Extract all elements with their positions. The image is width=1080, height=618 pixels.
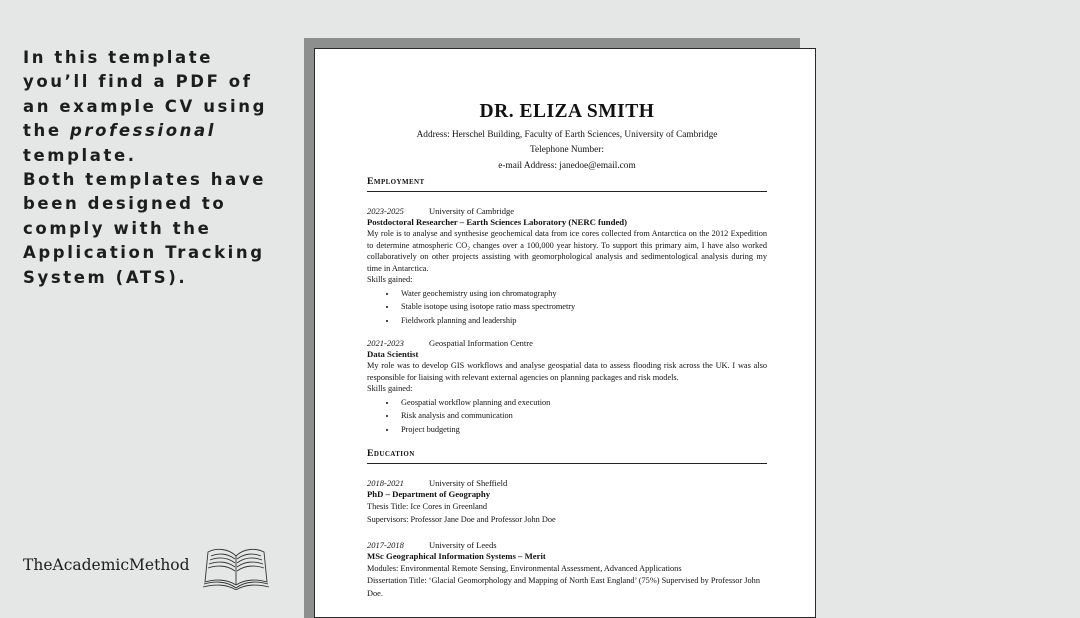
entry-header: [367, 477, 767, 489]
entry-degree: PhD – Department of Geography: [367, 489, 491, 500]
promo-line: Both templates have: [23, 170, 267, 190]
skills-label: Skills gained:: [367, 275, 413, 285]
promo-line-prefix: the: [23, 121, 70, 141]
promo-line: comply with the: [23, 218, 212, 238]
skill-item: • Stable isotope using isotope ratio mass spectrometry: [397, 300, 767, 314]
promo-line: template.: [23, 145, 137, 165]
promo-line: In this template: [23, 48, 214, 67]
entry-detail: Modules: Environmental Remote Sensing, Environmental Assessment, Advanced Applications: [367, 563, 682, 573]
entry-organisation: Geospatial Information Centre: [429, 337, 533, 348]
entry-description: My role was to develop GIS workflows and analyse geospatial data to assess flooding risk across the UK. I was also responsible for liaising with relevant external agencies on planning packages and risk models.: [367, 361, 767, 382]
education-entry: [367, 477, 767, 526]
promo-line: an example CV using: [23, 96, 267, 116]
skills-label: Skills gained:: [367, 384, 413, 394]
section-spacer: [367, 436, 767, 446]
entry-dates: 2021-2023: [367, 337, 404, 348]
open-book-icon: [202, 544, 270, 590]
cv-document: [314, 48, 816, 618]
brand-name: TheAcademicMethod: [23, 556, 190, 574]
skill-item: • Water geochemistry using ion chromatography: [397, 287, 767, 301]
cv-telephone: Telephone Number:: [530, 145, 604, 156]
entry-dates: 2023-2025: [367, 205, 404, 216]
section-education-title: Education: [367, 448, 767, 464]
promo-line: System (ATS).: [23, 267, 188, 287]
employment-entry: [367, 205, 767, 328]
skill-item: • Project budgeting: [397, 423, 767, 437]
entry-header: [367, 337, 767, 349]
entry-organisation: University of Sheffield: [429, 478, 508, 489]
entry-degree: MSc Geographical Information Systems – Merit: [367, 551, 546, 562]
skill-item: • Risk analysis and communication: [397, 409, 767, 423]
skill-item: • Fieldwork planning and leadership: [397, 314, 767, 328]
entry-organisation: University of Leeds: [429, 540, 497, 551]
education-entry: [367, 539, 767, 600]
entry-role: Postdoctoral Researcher – Earth Sciences Laboratory (NERC funded): [367, 216, 628, 227]
cv-address: Address: Herschel Building, Faculty of Earth Sciences, University of Cambridge: [416, 130, 718, 140]
promo-emphasis: professional: [69, 121, 217, 141]
promo-line: you’ll find a PDF of: [23, 72, 253, 92]
entry-detail: Dissertation Title: ‘Glacial Geomorphology and Mapping of North East England’ (75%) Supervised by Professor John Doe.: [367, 576, 760, 598]
cv-name: DR. ELIZA SMITH: [479, 101, 655, 122]
promo-line: [23, 119, 293, 143]
section-employment-title: Employment: [367, 176, 767, 192]
skills-list: [367, 396, 767, 437]
skills-list: [367, 287, 767, 328]
entry-header: [367, 539, 767, 551]
promo-line: Application Tracking: [23, 243, 265, 263]
promo-text: [23, 46, 293, 290]
entry-description: My role is to analyse and synthesise geochemical data from ice cores collected from Antarctica on the 2012 Expedition to determine atmospheric CO₂ changes over a 100,000 year history. To support this primary aim, I have also worked collaboratively on other projects assisting with geomorphological analysis and sedimentological analysis during my time in Antarctica.: [367, 229, 767, 273]
cv-email: e-mail Address: janedoe@email.com: [498, 160, 636, 171]
entry-detail: Thesis Title: Ice Cores in Greenland: [367, 501, 488, 511]
employment-entry: [367, 337, 767, 437]
entry-organisation: University of Cambridge: [429, 205, 514, 216]
skill-item: • Geospatial workflow planning and execution: [397, 396, 767, 410]
entry-header: [367, 205, 767, 217]
entry-detail: Supervisors: Professor Jane Doe and Professor John Doe: [367, 514, 556, 524]
entry-role: Data Scientist: [367, 348, 419, 359]
entry-dates: 2017-2018: [367, 540, 404, 551]
promo-line: been designed to: [23, 194, 227, 214]
entry-dates: 2018-2021: [367, 478, 404, 489]
